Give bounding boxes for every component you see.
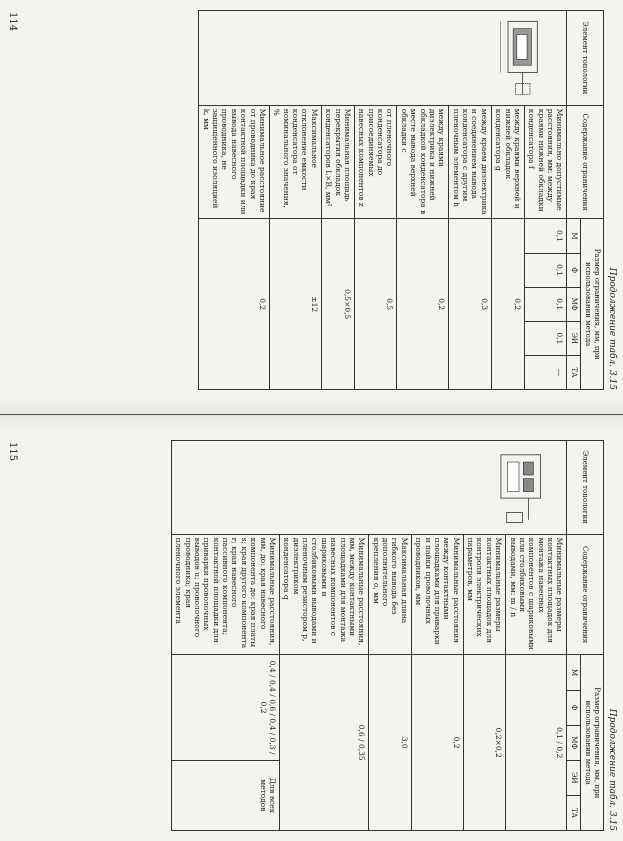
row-value: 0,4 / 0,4 / 0,6 / 0,4 / 0,3 / 0,2 bbox=[171, 655, 279, 760]
page-114 bbox=[0, 0, 623, 400]
page-divider bbox=[0, 414, 623, 415]
row-value: 0,1 bbox=[525, 219, 568, 253]
row-note: Для всех методов bbox=[171, 760, 279, 830]
row-value: 0,6 / 0,35 bbox=[280, 655, 369, 831]
row-text: от пленочного конденсатора до присоединяемых навесных компонентов z bbox=[355, 105, 398, 219]
capacitor-topology-figure bbox=[475, 14, 565, 102]
row-value: — bbox=[525, 355, 568, 389]
header-content: Содержание ограничения bbox=[567, 105, 603, 219]
header-method: М bbox=[567, 655, 581, 690]
row-value: 0,2 bbox=[199, 219, 270, 390]
row-value: 0,2 bbox=[491, 219, 524, 390]
row-value: 0,2×0,2 bbox=[463, 655, 506, 831]
page-seam bbox=[0, 400, 623, 430]
row-value: 0,1 bbox=[525, 321, 568, 355]
row-text: Минимальные расстояния, мм, между контактными площадками для монтажа навесных компонентов с шариковыми и столбиковыми выводами и пленочным резистором p, диэлектриком конденсатора q bbox=[280, 534, 369, 655]
header-method: ТА bbox=[567, 355, 581, 389]
header-method: ЭИ bbox=[567, 760, 581, 795]
row-value: 0,3 bbox=[449, 219, 492, 390]
constraints-table bbox=[198, 10, 603, 390]
header-method: ТА bbox=[567, 795, 581, 830]
header-content: Содержание ограничения bbox=[567, 534, 603, 655]
row-text: Максимальная длина гибкого вывода без дополнительного крепления o, мм bbox=[369, 534, 412, 655]
header-method: МФ bbox=[567, 287, 581, 321]
page-number: 115 bbox=[7, 442, 19, 462]
row-text: Минимальное расстояние от проводника до края контактной площадки или вывода навесного проводника, не защищенного изоляцией k, мм bbox=[199, 105, 270, 219]
row-text: Максимальное отклонение емкости конденсатора от номинального значения, % bbox=[270, 105, 322, 219]
row-value: 0,2 bbox=[397, 219, 449, 390]
component-topology-figure bbox=[475, 444, 565, 531]
row-value: 0,1 / 0,2 bbox=[506, 655, 567, 831]
row-value: 3,0 bbox=[369, 655, 412, 831]
row-value: 0,5 bbox=[355, 219, 398, 390]
continuation-title: Продолжение табл. 3.15 bbox=[607, 708, 617, 831]
row-text: Минимальные расстояния, мм, до: края навесного компонента до: края платы s; края другого компонента r; края навесного пассивного компонента; контактной площадки для приварки проволочных выводов u; проволочного проводника; края пленочного элемента bbox=[171, 534, 279, 655]
header-size-group: Размер ограничения, мм, при использовании метода bbox=[581, 219, 604, 390]
header-method: Ф bbox=[567, 690, 581, 725]
row-text: между краями верхней и нижней обкладок конденсатора g bbox=[491, 105, 524, 219]
page-115 bbox=[0, 430, 623, 841]
table-row bbox=[506, 441, 567, 831]
row-text: между краями диэлектрика и нижней обкладкой конденсатора в месте вывода верхней обкладки c bbox=[397, 105, 449, 219]
row-text: Минимальная площадь перекрытия обкладок конденсаторов L×B, мм² bbox=[321, 105, 354, 219]
page-number: 114 bbox=[7, 12, 19, 32]
continuation-title: Продолжение табл. 3.15 bbox=[607, 267, 617, 390]
header-method: МФ bbox=[567, 725, 581, 760]
row-text: Минимальные расстояния между контактными площадками для приварки и пайки проволочных проводников, мм bbox=[411, 534, 463, 655]
topology-figure-cell bbox=[171, 441, 567, 535]
row-value: ±12 bbox=[270, 219, 322, 390]
row-text: Минимально допустимые расстояния, мм: между краями нижней обкладки конденсатора f bbox=[525, 105, 568, 219]
header-method: М bbox=[567, 219, 581, 253]
header-element: Элемент топологии bbox=[567, 11, 603, 106]
header-element: Элемент топологии bbox=[567, 441, 603, 535]
row-text: между краем диэлектрика и соединением вывода конденсатора с другим пленочным элементом h bbox=[449, 105, 492, 219]
header-method: ЭИ bbox=[567, 321, 581, 355]
row-text: Минимальные размеры контактных площадок для контроля электрических параметров, мм bbox=[463, 534, 506, 655]
header-size-group: Размер ограничения, мм, при использовании метода bbox=[581, 655, 604, 831]
row-value: 0,1 bbox=[525, 253, 568, 287]
row-value: 0,1 bbox=[525, 287, 568, 321]
table-row bbox=[525, 11, 568, 390]
topology-figure-cell bbox=[199, 11, 567, 106]
row-text: Минимальные размеры контактных площадок для монтажа навесных компонентов с шариковыми или столбиковыми выводами, мм: m / n bbox=[506, 534, 567, 655]
constraints-table bbox=[171, 440, 604, 831]
row-value: 0,5×0,5 bbox=[321, 219, 354, 390]
header-method: Ф bbox=[567, 253, 581, 287]
row-value: 0,2 bbox=[411, 655, 463, 831]
